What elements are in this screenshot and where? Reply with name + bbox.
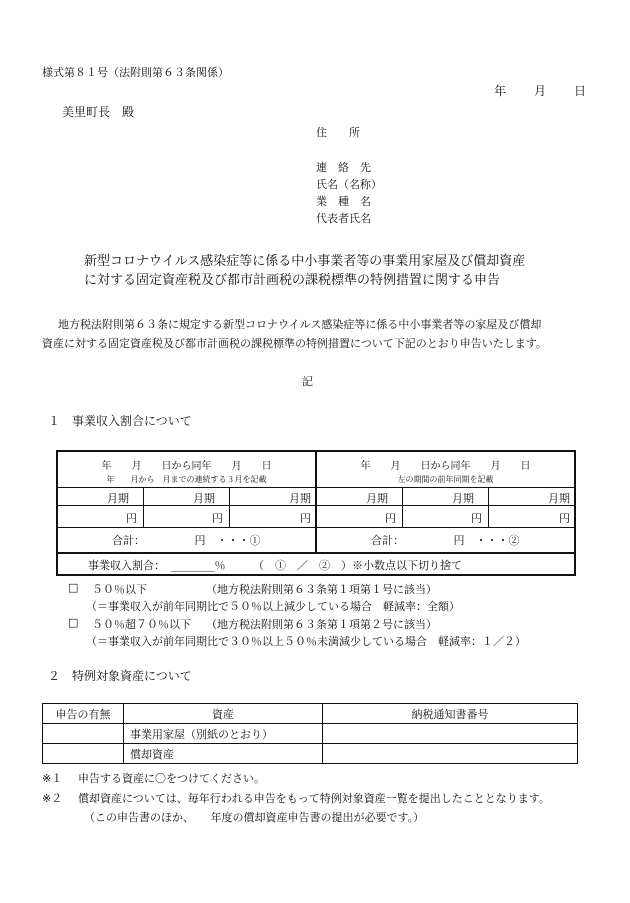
yen-cell: 円	[471, 512, 482, 525]
current-period: 年 月 日から同年 月 日	[101, 461, 272, 472]
yen-cell: 円	[212, 512, 223, 525]
header-declared: 申告の有無	[43, 704, 124, 724]
asset-cell: 償却資産	[124, 744, 323, 764]
body-line-1: 地方税法附則第６３条に規定する新型コロナウイルス感染症等に係る中小事業者等の家屋及び償却	[58, 318, 542, 331]
field-address: 住 所	[316, 126, 360, 139]
previous-period-note: 左の期間の前年同期を記載	[397, 475, 494, 484]
note-1-text: 申告する資産に〇をつけてください。	[78, 772, 265, 785]
checkbox[interactable]: □	[68, 581, 79, 594]
note-2-sub: （この申告書のほか、 年度の償却資産申告書の提出が必要です。）	[84, 811, 425, 824]
note-2-mark: ※２	[42, 792, 63, 805]
form-number: 様式第８１号（法附則第６３条関係）	[42, 66, 229, 79]
note-2-text: 償却資産については、毎年行われる申告をもって特例対象資産一覧を提出したこととなります。	[78, 792, 550, 805]
section2-heading: ２ 特例対象資産について	[48, 669, 192, 683]
checkbox[interactable]: □	[68, 616, 79, 629]
title-line-2: に対する固定資産税及び都市計画税の課税標準の特例措置に関する申告	[84, 273, 501, 288]
date-line	[494, 82, 586, 99]
ki-mark: 記	[302, 375, 313, 388]
total-left: 合計： 円 ・・・①	[112, 534, 261, 547]
option-note: （＝事業収入が前年同期比で３０％以上５０％未満減少している場合 軽減率：１／２）	[86, 635, 526, 648]
date-month: 月	[534, 84, 547, 98]
field-representative: 代表者氏名	[316, 212, 371, 225]
declared-cell[interactable]	[43, 744, 124, 764]
total-right: 合計： 円 ・・・②	[371, 534, 520, 547]
month-label: 月期	[289, 492, 311, 505]
table-header-row	[43, 704, 578, 724]
addressee: 美里町長 殿	[62, 105, 135, 119]
yen-cell: 円	[559, 512, 570, 525]
option-label: ５０％以下	[92, 583, 147, 596]
notice-number-cell[interactable]	[323, 724, 578, 744]
field-contact: 連 絡 先	[316, 161, 371, 174]
current-period-block	[58, 452, 317, 552]
notice-number-cell[interactable]	[323, 744, 578, 764]
ratio-line: 事業収入割合： ________％ （ ① ／ ② ）※小数点以下切り捨て	[88, 559, 462, 572]
month-label: 月期	[452, 492, 474, 505]
asset-table	[42, 703, 578, 764]
note-1-mark: ※１	[42, 772, 63, 785]
field-industry: 業 種 名	[316, 195, 371, 208]
month-label: 月期	[107, 492, 129, 505]
yen-cell: 円	[126, 512, 137, 525]
asset-cell: 事業用家屋（別紙のとおり）	[124, 724, 323, 744]
month-label: 月期	[193, 492, 215, 505]
current-period-note: 年 月から 月までの連続する３月を記載	[106, 475, 267, 484]
option-ref: （地方税法附則第６３条第１項第１号に該当）	[206, 583, 437, 596]
income-ratio-table	[56, 450, 576, 576]
month-label: 月期	[548, 492, 570, 505]
title-line-1: 新型コロナウイルス感染症等に係る中小事業者等の事業用家屋及び償却資産	[84, 254, 526, 269]
section1-heading: １ 事業収入割合について	[48, 414, 192, 428]
previous-period-block	[317, 452, 574, 552]
declared-cell[interactable]	[43, 724, 124, 744]
date-year: 年	[494, 84, 507, 98]
table-row	[43, 744, 578, 764]
month-label: 月期	[366, 492, 388, 505]
field-name: 氏名（名称）	[316, 178, 382, 191]
header-notice-number: 納税通知書番号	[323, 704, 578, 724]
option-label: ５０％超７０％以下	[92, 618, 191, 631]
yen-cell: 円	[385, 512, 396, 525]
header-asset: 資産	[124, 704, 323, 724]
yen-cell: 円	[300, 512, 311, 525]
body-line-2: 資産に対する固定資産税及び都市計画税の課税標準の特例措置について下記のとおり申告いたします。	[42, 337, 547, 350]
date-day: 日	[574, 84, 587, 98]
ratio-row	[58, 552, 574, 574]
table-row	[43, 724, 578, 744]
previous-period: 年 月 日から同年 月 日	[360, 461, 531, 472]
option-ref: （地方税法附則第６３条第１項第２号に該当）	[206, 618, 437, 631]
option-note: （＝事業収入が前年同期比で５０％以上減少している場合 軽減率：全額）	[86, 600, 460, 613]
